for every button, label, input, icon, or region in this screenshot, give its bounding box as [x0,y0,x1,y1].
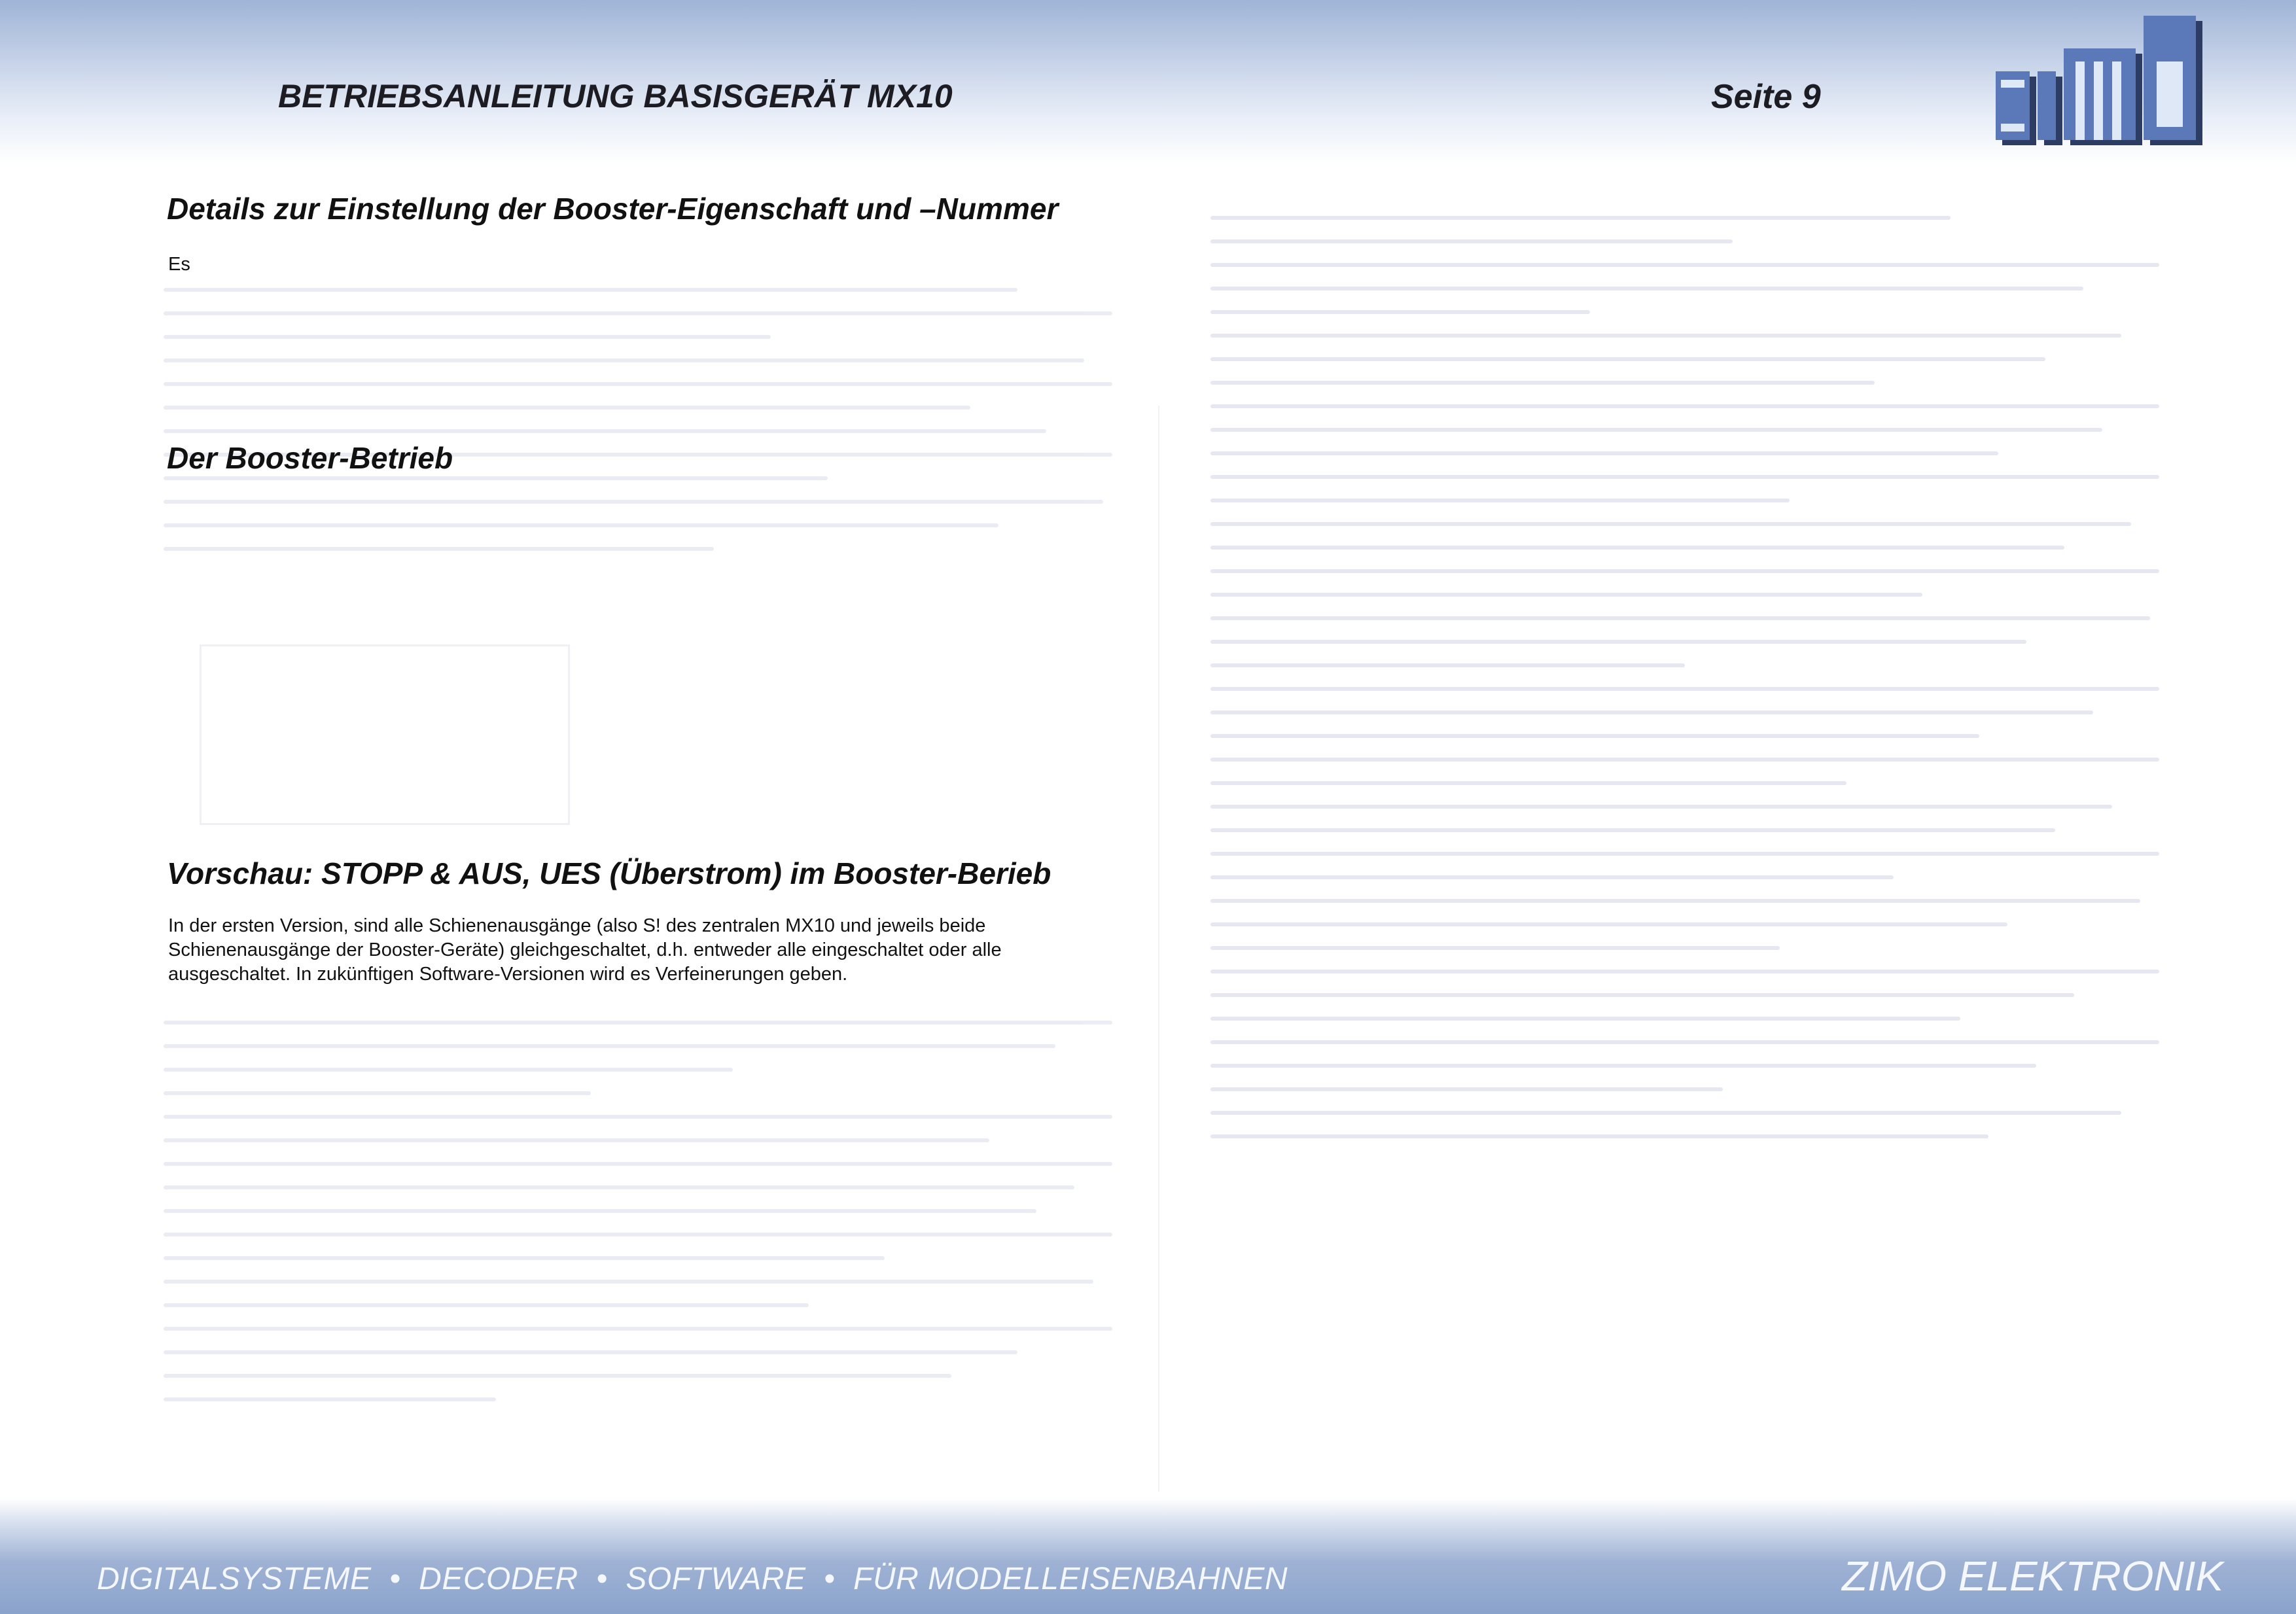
document-title: BETRIEBSANLEITUNG BASISGERÄT MX10 [278,78,953,114]
footer-tagline: DIGITALSYSTEME • DECODER • SOFTWARE • FÜR MODELLEISENBAHNEN [97,1562,1288,1596]
bleed-through-divider [1158,406,1159,1492]
section-heading-booster-settings: Details zur Einstellung der Booster-Eigenschaft und –Nummer [167,192,1059,226]
section-text-booster-settings: Es [168,254,190,275]
bleed-through-text-left-lower [164,1021,1112,1421]
bleed-through-text-left-upper [164,288,1112,570]
logo-letters [1996,16,2196,140]
section-heading-preview: Vorschau: STOPP & AUS, UES (Überstrom) im Booster-Berieb [167,856,1051,890]
bleed-through-figure [200,644,570,825]
paragraph-line: In der ersten Version, sind alle Schienenausgänge (also S! des zentralen MX10 und jeweils beide [168,915,986,936]
section-paragraph-preview [168,914,1002,987]
section-heading-booster-operation: Der Booster-Betrieb [167,441,453,475]
zimo-logo [1996,9,2212,147]
paragraph-line: ausgeschaltet. In zukünftigen Software-Versionen wird es Verfeinerungen geben. [168,964,848,985]
bleed-through-text-right [1210,216,2159,1158]
page-number: Seite 9 [1711,78,1821,116]
footer-brand: ZIMO ELEKTRONIK [1842,1553,2224,1600]
paragraph-line: Schienenausgänge der Booster-Geräte) gleichgeschaltet, d.h. entweder alle eingeschaltet oder alle [168,939,1002,960]
